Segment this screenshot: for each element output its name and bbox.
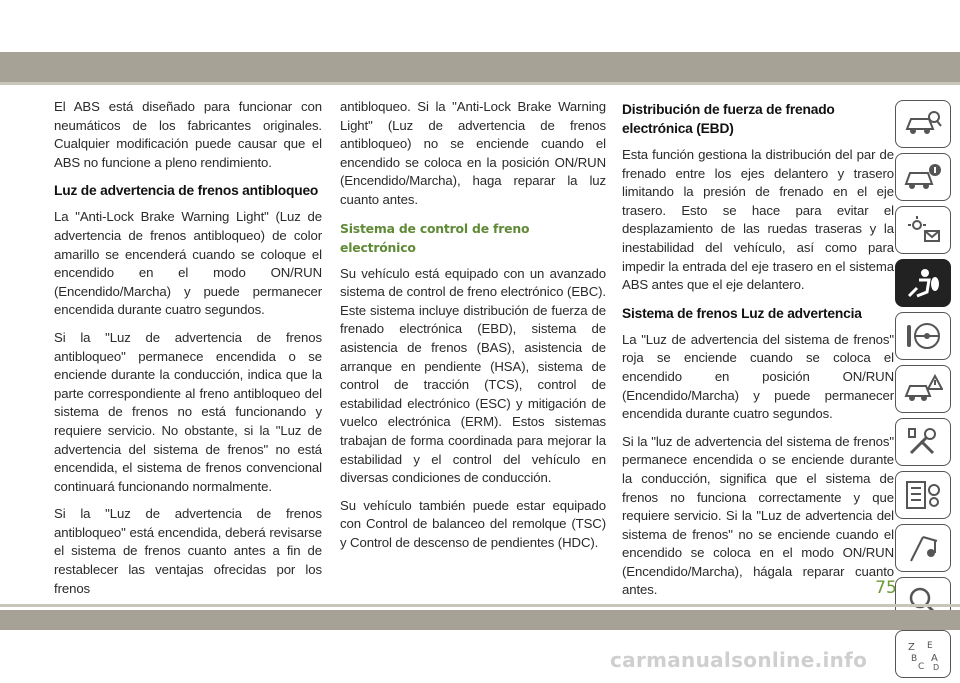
tab-car-info[interactable] [895,153,951,201]
dashboard-lights-icon [903,213,943,247]
footer-rule [0,604,960,607]
svg-text:B: B [911,654,918,664]
tab-car-search[interactable] [895,100,951,148]
footer-bar [0,610,960,630]
tab-car-warning[interactable] [895,365,951,413]
paragraph: Si la "luz de advertencia del sistema de frenos" permanece encendida o se enciende durante la conducción, significa que el sistema de frenos no funciona correctamente y que requiere servicio. Si la "Luz de advertencia del sistema de frenos" no se enciende cuando el encendido se coloca en el modo ON/RUN (Encendido/Marcha), hágala reparar cuanto antes. [622,433,894,598]
multimedia-icon [903,531,943,565]
tab-multimedia[interactable] [895,524,951,572]
svg-text:C: C [918,662,925,671]
column-right [622,98,894,609]
checklist-gear-icon [903,478,943,512]
paragraph: La "Anti-Lock Brake Warning Light" (Luz de advertencia de frenos antibloqueo) de color amarillo se encenderá cuando se coloque el encendido en el modo ON/RUN (Encendido/Marcha) y puede permanecer encendida durante cuatro segundos. [54,209,322,318]
airbag-seatbelt-icon [903,266,943,300]
svg-text:Z: Z [908,642,915,653]
svg-text:E: E [927,641,933,651]
tab-airbag-seatbelt[interactable] [895,259,951,307]
column-middle [340,98,606,561]
paragraph: Su vehículo también puede estar equipado con Control de balanceo del remolque (TSC) y Control de descenso de pendientes (HDC). [340,497,606,550]
paragraph: antibloqueo. Si la "Anti-Lock Brake Warning Light" (Luz de advertencia de frenos antibloqueo) no se enciende cuando el encendido se coloca en la posición ON/RUN (Encendido/Marcha), haga reparar la luz cuanto antes. [340,99,606,207]
car-info-icon [903,160,943,194]
header-band [0,0,960,62]
paragraph: El ABS está diseñado para funcionar con neumáticos de los fabricantes originales. Cualquier modificación puede causar que el ABS no funcione a pleno rendimiento. [54,99,322,170]
paragraph: Si la "Luz de advertencia de frenos antibloqueo" está encendida, deberá revisarse el sistema de frenos cuanto antes a fin de restablecer las ventajas ofrecidas por los frenos [54,506,322,596]
section-heading: Luz de advertencia de frenos antibloqueo [54,183,319,199]
paragraph: Su vehículo está equipado con un avanzado sistema de control de freno electrónico (EBC). Este sistema incluye distribución de fuerza de frenado electrónica (EBD), sistema de asistencia de frenos (BAS), asistencia de arranque en pendiente (HSA), sistema de control de tracción (TCS), control de estabilidad electrónico (ESC) y mitigación de vuelco electrónica (ERM). Estos sistemas trabajan de forma coordinada para mejorar la estabilidad y el control del vehículo en diversas condiciones de conducción. [340,265,606,486]
header-bar [0,52,960,82]
paragraph: Esta función gestiona la distribución del par de frenado entre los ejes delantero y trasero limitando la presión de frenado en el eje trasero. Esto se hace para evitar el desplazamiento de las ruedas traseras y la inestabilidad del vehículo, así como para impedir la entrada del eje trasero en el sistema ABS antes que el eje delantero. [622,147,894,293]
tools-icon [903,425,943,459]
tab-steering-wheel[interactable] [895,312,951,360]
svg-text:D: D [933,663,940,671]
svg-text:A: A [931,653,938,664]
car-search-icon [903,107,943,141]
paragraph: Si la "Luz de advertencia de frenos antibloqueo" permanece encendida o se enciende durante la conducción, indica que la parte correspondiente al freno antibloqueo del sistema de frenos no está funcionando y requiere servicio. No obstante, si la "Luz de advertencia del sistema de frenos" no está encendida, el sistema de frenos convencional continuará funcionando normalmente. [54,329,322,494]
column-left [54,98,322,607]
tab-tools[interactable] [895,418,951,466]
tab-dashboard-lights[interactable] [895,206,951,254]
page-number: 75 [875,578,897,598]
tab-checklist-gear[interactable] [895,471,951,519]
paragraph: La "Luz de advertencia del sistema de frenos" roja se enciende cuando se coloca el encendido en posición ON/RUN (Encendido/Marcha) y puede permanecer encendida durante cuatro segundos. [622,331,894,422]
watermark: carmanualsonline.info [610,648,868,672]
steering-wheel-icon [903,319,943,353]
header-rule [0,82,960,85]
section-heading: Distribución de fuerza de frenado electrónica (EBD) [622,102,835,136]
section-heading: Sistema de control de freno electrónico [340,220,530,255]
section-heading: Sistema de frenos Luz de advertencia [622,305,862,321]
car-warning-icon [903,372,943,406]
